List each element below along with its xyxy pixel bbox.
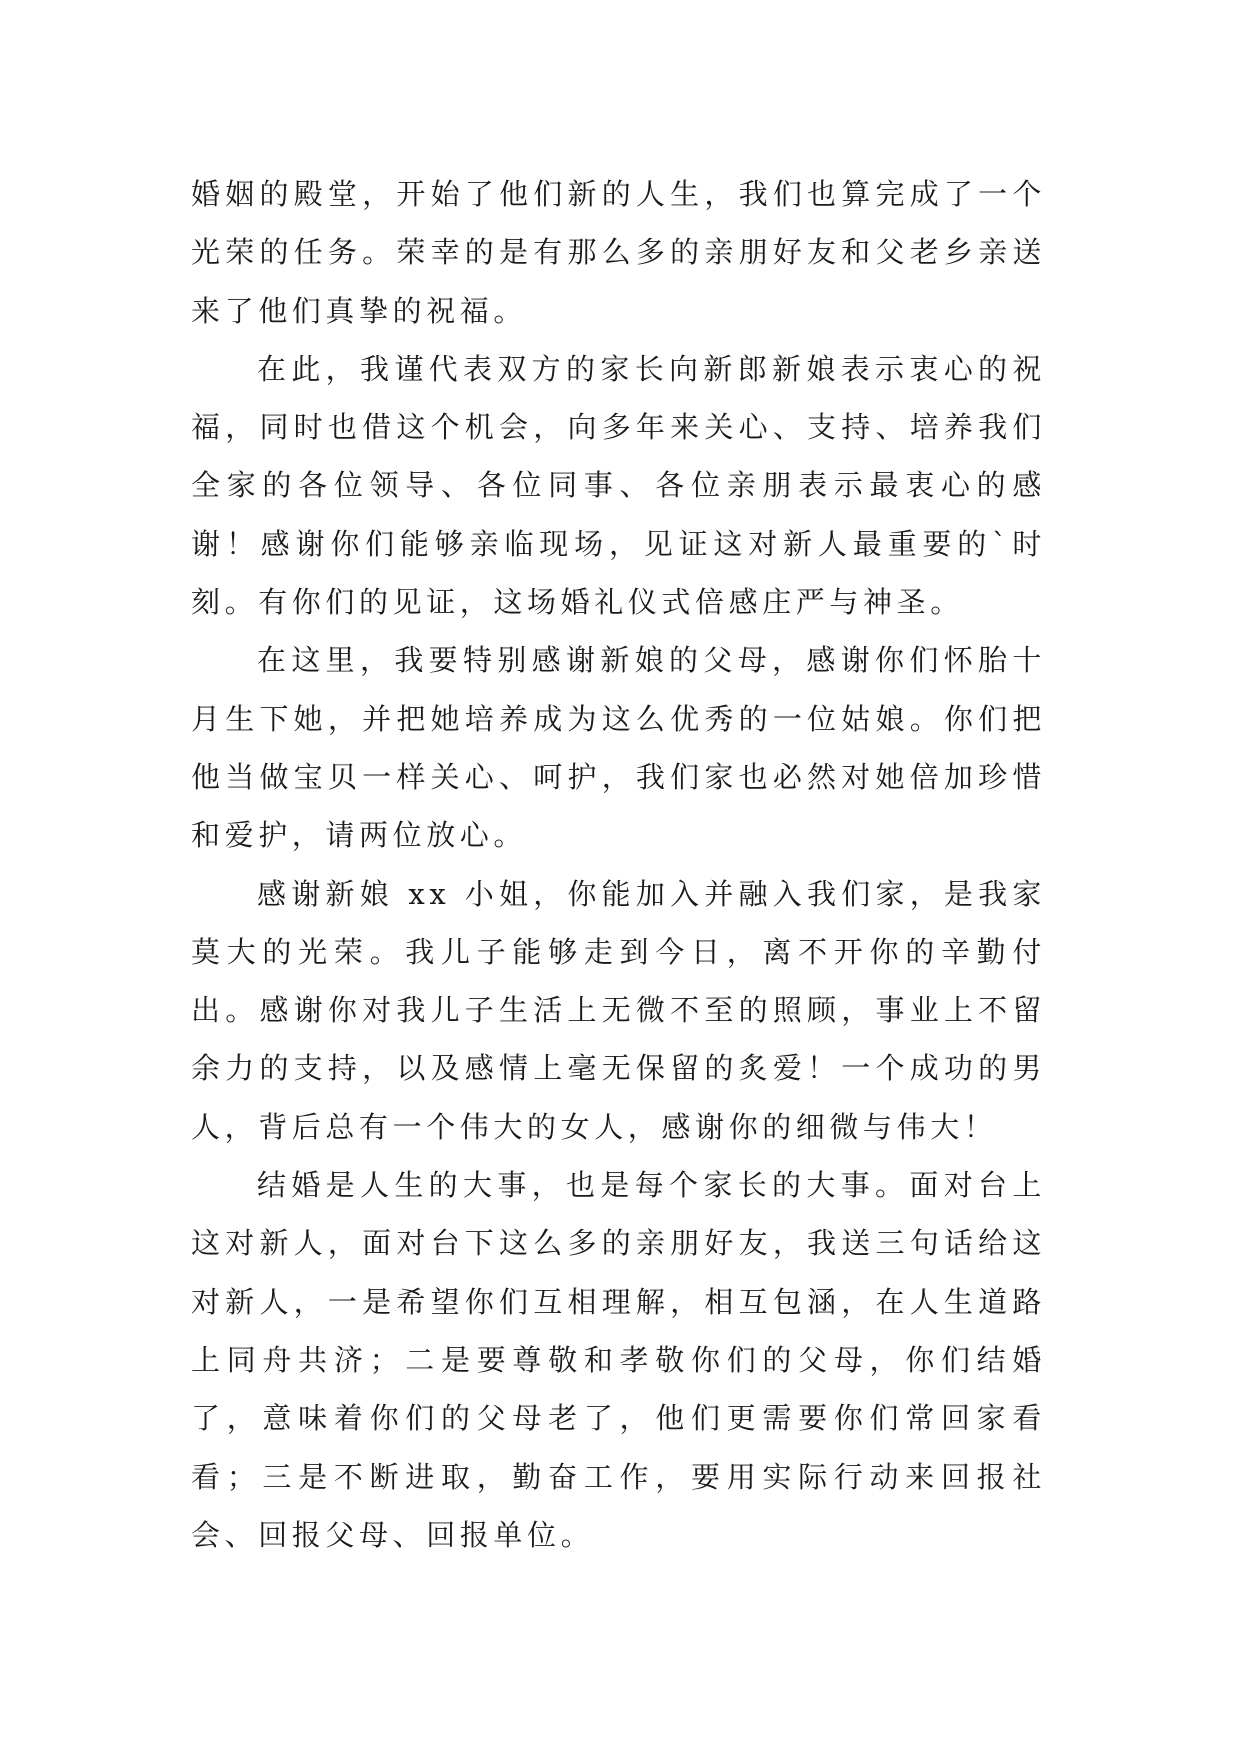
paragraph-continued: 婚姻的殿堂，开始了他们新的人生，我们也算完成了一个光荣的任务。荣幸的是有那么多的亲朋好友和父老乡亲送来了他们真挚的祝福。: [191, 177, 1046, 328]
document-body: [191, 165, 1046, 1564]
paragraph: 在此，我谨代表双方的家长向新郎新娘表示衷心的祝福，同时也借这个机会，向多年来关心、支持、培养我们全家的各位领导、各位同事、各位亲朋表示最衷心的感谢！感谢你们能够亲临现场，见证这对新人最重要的`时刻。有你们的见证，这场婚礼仪式倍感庄严与神圣。: [191, 351, 1046, 620]
paragraph: 在这里，我要特别感谢新娘的父母，感谢你们怀胎十月生下她，并把她培养成为这么优秀的一位姑娘。你们把他当做宝贝一样关心、呵护，我们家也必然对她倍加珍惜和爱护，请两位放心。: [191, 643, 1046, 853]
paragraph: 结婚是人生的大事，也是每个家长的大事。面对台上这对新人，面对台下这么多的亲朋好友，我送三句话给这对新人，一是希望你们互相理解，相互包涵，在人生道路上同舟共济；二是要尊敬和孝敬你们的父母，你们结婚了，意味着你们的父母老了，他们更需要你们常回家看看；三是不断进取，勤奋工作，要用实际行动来回报社会、回报父母、回报单位。: [191, 1168, 1046, 1552]
paragraph: 感谢新娘 xx 小姐，你能加入并融入我们家，是我家莫大的光荣。我儿子能够走到今日，离不开你的辛勤付出。感谢你对我儿子生活上无微不至的照顾，事业上不留余力的支持，以及感情上毫无保留的炙爱！一个成功的男人，背后总有一个伟大的女人，感谢你的细微与伟大！: [191, 876, 1046, 1144]
